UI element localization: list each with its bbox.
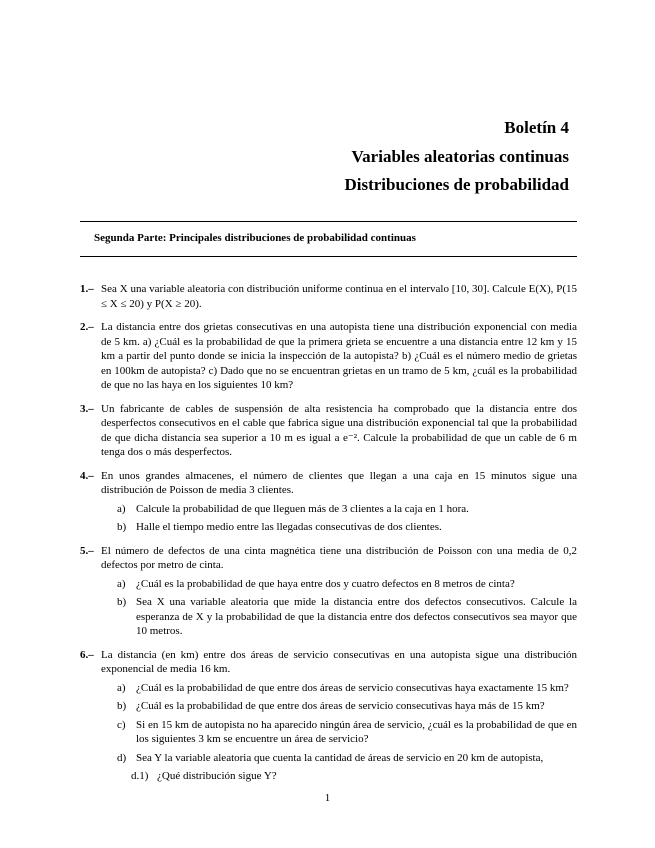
item-text: Sea X una variable aleatoria que mide la distancia entre dos defectos consecutivos. Calcule la esperanza de X y la probabilidad de que la distancia entre dos defectos consecutivos sea mayor que 10 metros.	[136, 596, 577, 637]
problem-4-item-a	[117, 502, 577, 517]
item-label: a)	[117, 577, 126, 590]
item-text: Halle el tiempo medio entre las llegadas consecutivas de dos clientes.	[136, 521, 442, 533]
problem-text: Un fabricante de cables de suspensión de alta resistencia ha comprobado que la distancia entre dos desperfectos consecutivos en el cable que fabrica sigue una distribución exponencial tal que la probabilidad de que dicha distancia sea superior a 10 m es igual a e⁻². Calcule la probabilidad de que un cable de 6 m tenga dos o más desperfectos.	[101, 402, 577, 458]
item-label: b)	[117, 521, 127, 533]
document-subtitle-2: Distribuciones de probabilidad	[344, 175, 569, 194]
item-label: c)	[117, 718, 126, 731]
document-content	[80, 221, 577, 793]
problem-1	[80, 282, 577, 311]
problem-6-item-d	[117, 751, 577, 784]
problem-6-item-d1	[131, 769, 577, 784]
problem-text: Sea X una variable aleatoria con distribución uniforme continua en el intervalo [10, 30]. Calcule E(X), P(15 ≤ X ≤ 20) y P(X ≥ 20).	[101, 283, 577, 310]
item-text: Calcule la probabilidad de que lleguen más de 3 clientes a la caja en 1 hora.	[136, 502, 469, 515]
problems-list	[80, 282, 577, 784]
problem-2	[80, 320, 577, 393]
document-title: Boletín 4	[504, 118, 569, 137]
problem-number: 4.–	[80, 469, 94, 482]
item-text: Sea Y la variable aleatoria que cuenta la cantidad de áreas de servicio en 20 km de autopista,	[136, 751, 544, 764]
problem-4-item-b	[117, 520, 577, 535]
problem-text: La distancia (en km) entre dos áreas de servicio consecutivas en una autopista sigue una distribución exponencial de media 16 km.	[101, 648, 577, 675]
problem-6-subitems	[101, 681, 577, 784]
item-label: d)	[117, 751, 127, 764]
problem-5-subitems	[101, 577, 577, 639]
problem-text: El número de defectos de una cinta magnética tiene una distribución de Poisson con una media de 0,2 defectos por metro de cinta.	[101, 544, 577, 571]
problem-number: 2.–	[80, 321, 94, 333]
item-text: ¿Cuál es la probabilidad de que haya entre dos y cuatro defectos en 8 metros de cinta?	[136, 577, 515, 590]
subitem-label: d.1)	[131, 770, 149, 782]
problem-6	[80, 648, 577, 784]
problem-6-item-b	[117, 699, 577, 714]
item-label: b)	[117, 596, 127, 608]
problem-number: 1.–	[80, 283, 94, 295]
horizontal-rule-bottom	[80, 256, 577, 257]
problem-number: 3.–	[80, 402, 94, 415]
section-header: Segunda Parte: Principales distribuciones de probabilidad continuas	[94, 232, 416, 244]
title-block	[80, 114, 569, 200]
problem-4	[80, 469, 577, 535]
problem-number: 6.–	[80, 648, 94, 661]
problem-4-subitems	[101, 502, 577, 535]
problem-text: En unos grandes almacenes, el número de clientes que llegan a una caja en 15 minutos sigue una distribución de Poisson de media 3 clientes.	[101, 469, 577, 496]
item-label: a)	[117, 681, 126, 694]
page-number: 1	[324, 792, 331, 804]
problem-5-item-b	[117, 595, 577, 639]
problem-6-item-a	[117, 681, 577, 696]
item-label: b)	[117, 700, 127, 712]
problem-number: 5.–	[80, 544, 94, 557]
problem-5	[80, 544, 577, 639]
problem-5-item-a	[117, 577, 577, 592]
problem-6-item-c	[117, 718, 577, 747]
item-text: ¿Cuál es la probabilidad de que entre dos áreas de servicio consecutivas haya exactamente 15 km?	[136, 681, 569, 694]
item-text: Si en 15 km de autopista no ha aparecido ningún área de servicio, ¿cuál es la probabilidad de que en los siguientes 3 km se encuentre un área de servicio?	[136, 718, 577, 745]
problem-text: La distancia entre dos grietas consecutivas en una autopista tiene una distribución exponencial con media de 5 km. a) ¿Cuál es la probabilidad de que la primera grieta se encuentre a una distancia entre 12 km y 15 km a partir del punto donde se inicia la inspección de la autopista? b) ¿Cuál es el número medio de grietas en 100km de autopista? c) Dado que no se encuentran grietas en un tramo de 5 km, ¿cuál es la probabilidad de que no las haya en los siguientes 10 km?	[101, 321, 577, 391]
item-label: a)	[117, 502, 126, 515]
item-text: ¿Cuál es la probabilidad de que entre dos áreas de servicio consecutivas haya más de 15 km?	[136, 700, 545, 712]
subitem-text: ¿Qué distribución sigue Y?	[157, 770, 277, 782]
problem-3	[80, 402, 577, 460]
document-subtitle-1: Variables aleatorias continuas	[351, 146, 569, 166]
